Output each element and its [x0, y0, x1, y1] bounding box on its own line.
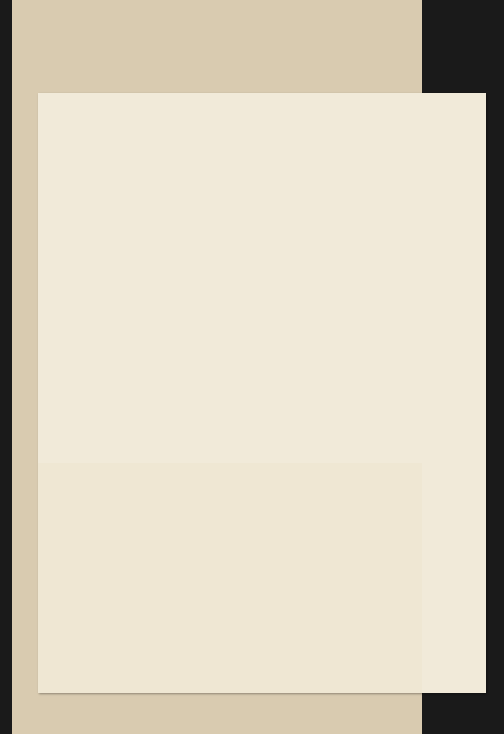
table-rules — [38, 93, 486, 693]
price-sheet — [38, 93, 486, 693]
